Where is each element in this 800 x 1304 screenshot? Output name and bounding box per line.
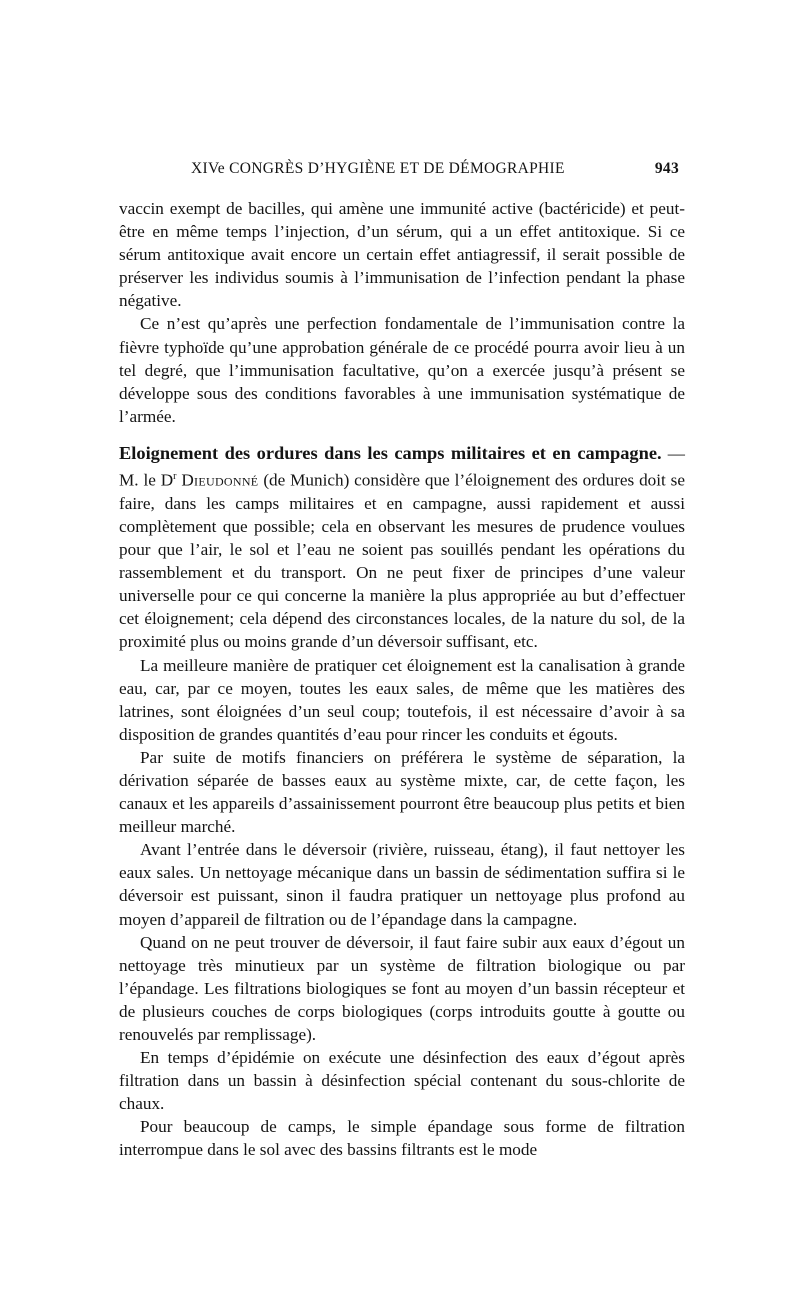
paragraph: Pour beaucoup de camps, le simple épandage sous forme de filtration interrompue dans le sol avec des bassins filtrants est le mode — [119, 1117, 685, 1160]
page-body — [119, 160, 685, 1162]
paragraph: Ce n’est qu’après une perfection fondamentale de l’immunisation contre la fièvre typhoïde qu’une approbation générale de ce procédé pourra avoir lieu à un tel degré, que l’immunisation facultative, qu’on a exercée jusqu’à présent se développe sous des conditions favorables à une immunisation systématique de l’armée. — [119, 314, 685, 426]
paragraph: Par suite de motifs financiers on préférera le système de séparation, la dérivation séparée de basses eaux au système mixte, car, de cette façon, les canaux et les appareils d’assainissement pourront être beaucoup plus petits et bien meilleur marché. — [119, 747, 685, 837]
doctor-superscript: r — [173, 471, 177, 483]
paragraph: La meilleure manière de pratiquer cet éloignement est la canalisation à grande eau, car, par ce moyen, toutes les eaux sales, de même que les matières des latrines, sont éloignées d’un seul coup; toutefois, il est nécessaire d’avoir à sa disposition de grandes quantités d’eau pour rincer les conduits et égouts. — [119, 655, 685, 744]
section-title: Eloignement des ordures dans les camps militaires et en campagne. — [119, 442, 662, 463]
paragraph: vaccin exempt de bacilles, qui amène une immunité active (bactéricide) et peut-être en même temps l’injection, d’un sérum, qui a un effet antitoxique. Si ce sérum antitoxique avait encore un certain effet antiagressif, il serait possible de préserver les individus soumis à l’immunisation de l’infection pendant la phase négative. — [119, 199, 685, 311]
running-head-title: XIVe CONGRÈS D’HYGIÈNE ET DE DÉMOGRAPHIE — [191, 160, 565, 177]
page-number: 943 — [654, 160, 679, 177]
author-name: Dieudonné — [181, 470, 259, 490]
text-block-top — [119, 197, 685, 428]
section-ordures — [119, 442, 685, 1162]
running-head — [119, 160, 685, 186]
section-dash-prefix: — M. le D — [119, 443, 685, 490]
paragraph: Quand on ne peut trouver de déversoir, il faut faire subir aux eaux d’égout un nettoyage très minutieux par un système de filtration biologique ou par l’épandage. Les filtrations biologiques se font au moyen d’un bassin récepteur et de plusieurs couches de corps biologiques (corps introduits goutte à goutte ou renouvelés par remplissage). — [119, 932, 685, 1045]
section-first-paragraph-text: (de Munich) considère que l’éloignement des ordures doit se faire, dans les camps militaires et en campagne, aussi rapidement et aussi complètement que possible; cela en observant les mesures de prudence voulues pour que l’air, le sol et l’eau ne soient pas souillés pendant les opérations du rassemblement et du transport. On ne peut fixer de principes d’une valeur universelle pour ce qui concerne la manière la plus appropriée au but d’effectuer cet éloignement; cela dépend des circonstances locales, de la nature du sol, de la proximité plus ou moins grande d’un déversoir suffisant, etc. — [119, 470, 685, 652]
paragraph: Avant l’entrée dans le déversoir (rivière, ruisseau, étang), il faut nettoyer les eaux sales. Un nettoyage mécanique dans un bassin de sédimentation suffira si le déversoir est puissant, sinon il faudra pratiquer un nettoyage plus profond au moyen d’appareil de filtration ou de l’épandage dans la campagne. — [119, 840, 685, 929]
paragraph: En temps d’épidémie on exécute une désinfection des eaux d’égout après filtration dans un bassin à désinfection spécial contenant du sous-chlorite de chaux. — [119, 1048, 685, 1114]
section-first-paragraph — [119, 442, 685, 654]
